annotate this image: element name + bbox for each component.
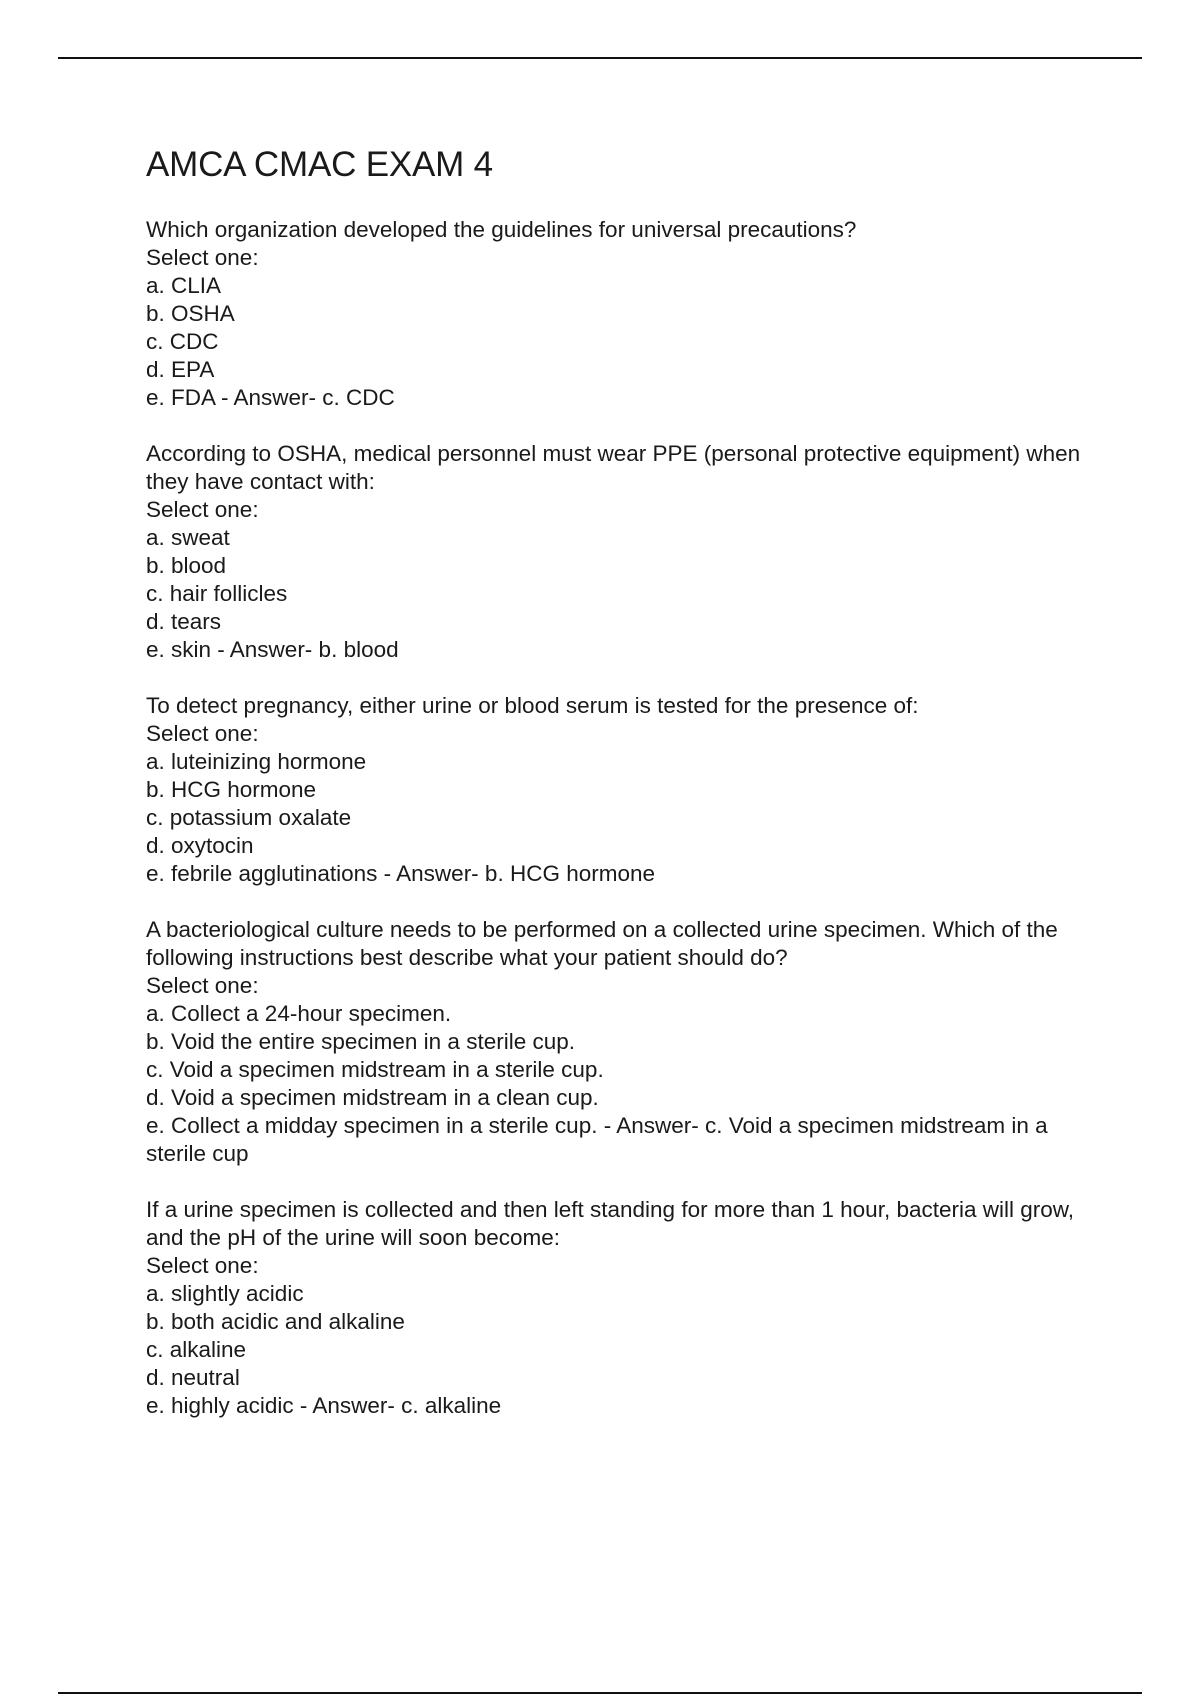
option-e-with-answer: e. febrile agglutinations - Answer- b. HCG hormone	[146, 861, 655, 886]
option-b: b. OSHA	[146, 301, 235, 326]
document-title: AMCA CMAC EXAM 4	[146, 145, 493, 184]
option-d: d. EPA	[146, 357, 215, 382]
option-a: a. sweat	[146, 525, 230, 550]
select-one-label: Select one:	[146, 1253, 259, 1278]
question-prompt: According to OSHA, medical personnel must wear PPE (personal protective equipment) when they have contact with:	[146, 441, 1081, 494]
option-a: a. luteinizing hormone	[146, 749, 367, 774]
option-d: d. Void a specimen midstream in a clean cup.	[146, 1085, 599, 1110]
option-e-with-answer: e. skin - Answer- b. blood	[146, 637, 399, 662]
question-2	[146, 440, 1096, 664]
option-list	[146, 524, 1096, 664]
question-prompt: A bacteriological culture needs to be performed on a collected urine specimen. Which of the following instructions best describe what your patient should do?	[146, 917, 1058, 970]
option-e-with-answer: e. FDA - Answer- c. CDC	[146, 385, 395, 410]
option-list	[146, 1280, 1096, 1420]
option-e-with-answer: e. Collect a midday specimen in a sterile cup. - Answer- c. Void a specimen midstream in a sterile cup	[146, 1113, 1048, 1166]
option-c: c. Void a specimen midstream in a sterile cup.	[146, 1057, 604, 1082]
option-c: c. alkaline	[146, 1337, 247, 1362]
option-c: c. hair follicles	[146, 581, 288, 606]
select-one-label: Select one:	[146, 497, 259, 522]
option-b: b. Void the entire specimen in a sterile cup.	[146, 1029, 575, 1054]
bottom-rule	[58, 1692, 1142, 1694]
option-b: b. blood	[146, 553, 227, 578]
option-d: d. oxytocin	[146, 833, 254, 858]
select-one-label: Select one:	[146, 721, 259, 746]
option-list	[146, 272, 1096, 412]
option-a: a. Collect a 24-hour specimen.	[146, 1001, 452, 1026]
option-b: b. HCG hormone	[146, 777, 317, 802]
document-body	[146, 140, 1096, 1448]
option-list	[146, 748, 1096, 888]
select-one-label: Select one:	[146, 973, 259, 998]
option-a: a. CLIA	[146, 273, 222, 298]
question-5	[146, 1196, 1096, 1420]
select-one-label: Select one:	[146, 245, 259, 270]
option-b: b. both acidic and alkaline	[146, 1309, 405, 1334]
question-prompt: If a urine specimen is collected and then left standing for more than 1 hour, bacteria will grow, and the pH of the urine will soon become:	[146, 1197, 1075, 1250]
option-c: c. CDC	[146, 329, 219, 354]
option-c: c. potassium oxalate	[146, 805, 352, 830]
option-d: d. neutral	[146, 1365, 240, 1390]
question-4	[146, 916, 1096, 1168]
question-prompt: Which organization developed the guidelines for universal precautions?	[146, 217, 857, 242]
option-d: d. tears	[146, 609, 222, 634]
top-rule	[58, 57, 1142, 59]
option-list	[146, 1000, 1096, 1168]
option-e-with-answer: e. highly acidic - Answer- c. alkaline	[146, 1393, 502, 1418]
question-prompt: To detect pregnancy, either urine or blood serum is tested for the presence of:	[146, 693, 919, 718]
question-3	[146, 692, 1096, 888]
option-a: a. slightly acidic	[146, 1281, 304, 1306]
question-1	[146, 216, 1096, 412]
